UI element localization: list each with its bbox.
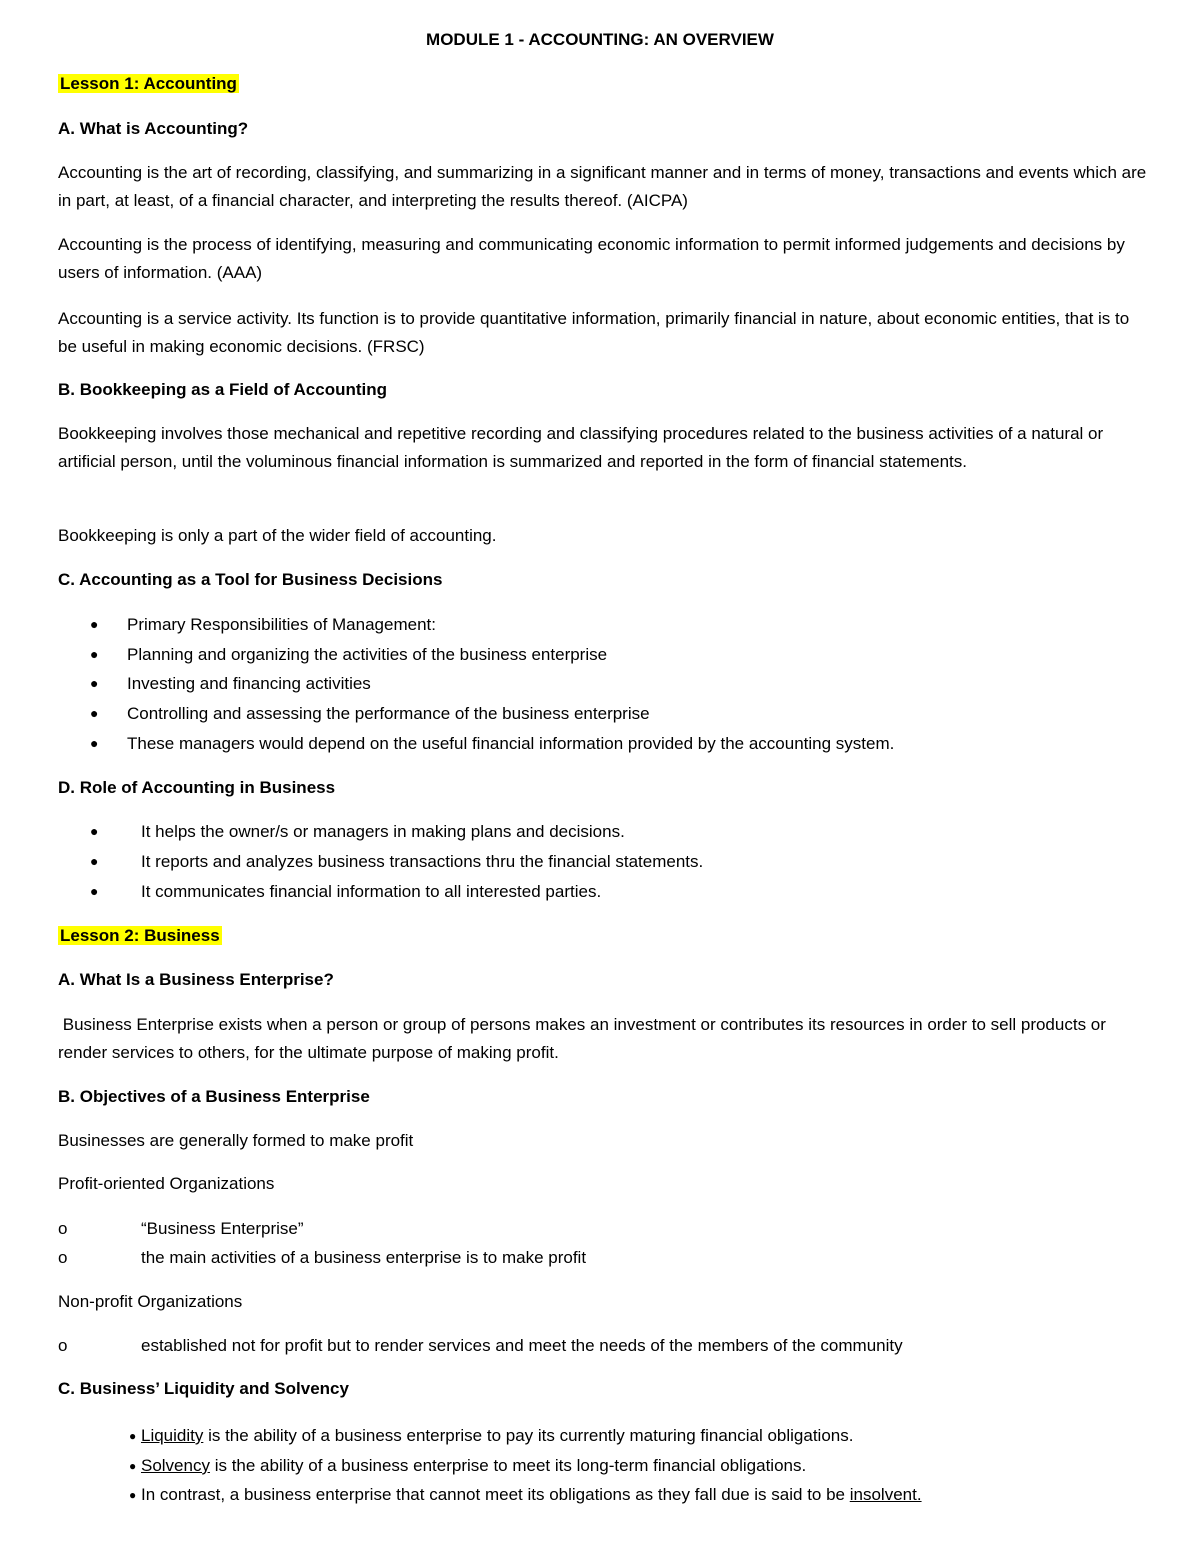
circle-bullet-icon: o: [58, 1248, 68, 1267]
business-section-c-heading: C. Business’ Liquidity and Solvency: [58, 1379, 349, 1398]
bullet-icon: ●: [90, 705, 99, 721]
lesson-1-label: [58, 74, 239, 94]
list-item: ● Solvency is the ability of a business enterprise to meet its long-term financial obligations.: [129, 1456, 807, 1475]
section-c-heading: C. Accounting as a Tool for Business Decisions: [58, 570, 443, 589]
business-objective-text: Businesses are generally formed to make profit: [58, 1131, 414, 1150]
bullet-icon: ●: [90, 853, 99, 869]
liquidity-term: Liquidity: [140, 1426, 204, 1445]
lesson-2-highlight: Lesson 2: Business: [60, 926, 220, 945]
section-d-heading: D. Role of Accounting in Business: [58, 778, 336, 797]
business-enterprise-definition: Business Enterprise exists when a person or group of persons makes an investment or contributes its resources in order to sell products or render services to others, for the ultimate purpose of making profit.: [58, 1015, 1111, 1062]
bullet-icon: ●: [90, 616, 99, 632]
insolvent-term: insolvent.: [849, 1485, 922, 1504]
lesson-1-highlight: Lesson 1: Accounting: [60, 74, 237, 93]
accounting-definition-aaa: Accounting is the process of identifying, measuring and communicating economic information to permit informed judgements and decisions by users of information. (AAA): [58, 235, 1125, 282]
bullet-icon: ●: [90, 735, 99, 751]
bullet-icon: ●: [90, 883, 99, 899]
bookkeeping-definition: Bookkeeping involves those mechanical and repetitive recording and classifying procedures related to the business activities of a natural or artificial person, until the voluminous financial information is summarized and reported in the form of financial statements.: [58, 424, 1104, 471]
accounting-definition-aicpa: Accounting is the art of recording, classifying, and summarizing in a significant manner and in terms of money, transactions and events which are in part, at least, of a financial character, and interpreting the results thereof. (AICPA): [58, 163, 1147, 210]
section-a-heading: A. What is Accounting?: [58, 119, 249, 138]
profit-oriented-label: Profit-oriented Organizations: [58, 1174, 275, 1193]
list-item: ● Liquidity is the ability of a business enterprise to pay its currently maturing financial obligations.: [129, 1426, 854, 1445]
circle-bullet-icon: o: [58, 1336, 68, 1355]
non-profit-label: Non-profit Organizations: [58, 1292, 243, 1311]
accounting-definition-frsc: Accounting is a service activity. Its function is to provide quantitative information, primarily financial in nature, about economic entities, that is to be useful in making economic decisions. (FRSC): [58, 309, 1130, 356]
bullet-icon: ●: [129, 1459, 137, 1473]
business-section-b-heading: B. Objectives of a Business Enterprise: [58, 1087, 370, 1106]
bookkeeping-note: Bookkeeping is only a part of the wider field of accounting.: [58, 526, 497, 545]
bullet-icon: ●: [129, 1429, 137, 1443]
page-title: MODULE 1 - ACCOUNTING: AN OVERVIEW: [426, 30, 774, 49]
bullet-icon: ●: [90, 823, 99, 839]
business-section-a-heading: A. What Is a Business Enterprise?: [58, 970, 334, 989]
bullet-icon: ●: [129, 1488, 137, 1502]
bullet-icon: ●: [90, 646, 99, 662]
solvency-term: Solvency: [140, 1456, 210, 1475]
section-b-heading: B. Bookkeeping as a Field of Accounting: [58, 380, 388, 399]
circle-bullet-icon: o: [58, 1219, 68, 1238]
bullet-icon: ●: [90, 675, 99, 691]
list-item: ● In contrast, a business enterprise that cannot meet its obligations as they fall due is said to be insolvent.: [129, 1485, 922, 1504]
lesson-2-label: [58, 926, 222, 946]
